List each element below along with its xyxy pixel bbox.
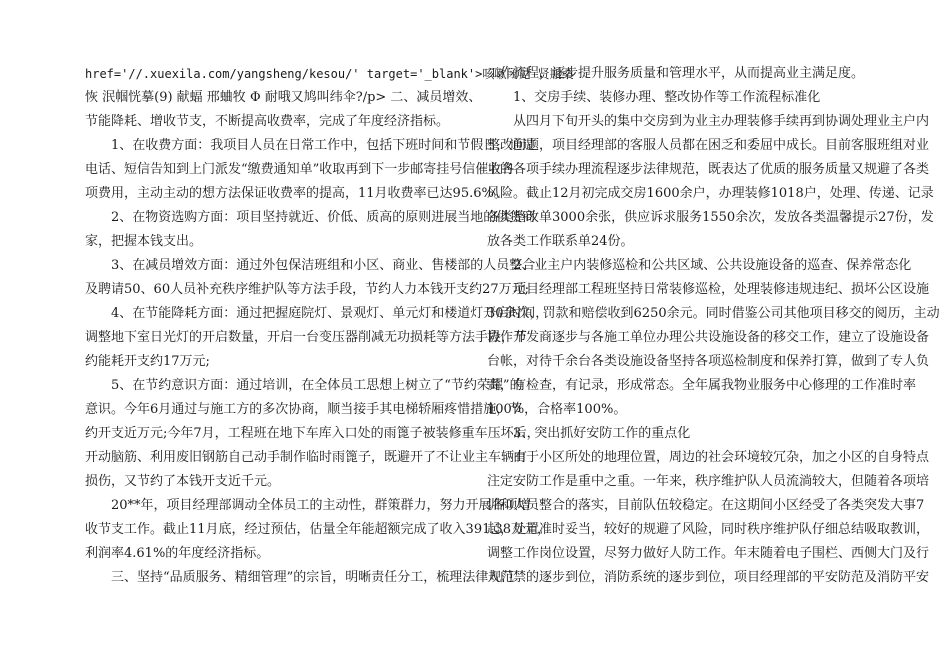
right-column — [487, 62, 940, 590]
text-line: 风险。截止12月初完成交房1600余户，办理装修1018户，处理、传递、记录 — [487, 186, 934, 201]
text-line: 30余次，罚款和赔偿收到6250余元。同时借鉴公司其他项目移交的阅历，主动 — [487, 306, 940, 321]
text-line: 电话、短信告知到上门派发“缴费通知单”收取再到下一步邮寄挂号信催收各 — [85, 162, 515, 177]
text-line: 意识。今年6月通过与施工方的多次协商，顺当接手其电梯轿厢疼惜措施，节 — [85, 402, 523, 417]
text-line: 工作流程，逐步提升服务质量和管理水平，从而提高业主满足度。 — [487, 66, 865, 81]
text-line: 协作开发商逐步与各施工单位办理公共设施设备的移交工作，建立了设施设备 — [487, 330, 930, 345]
text-line: 调整地下室日光灯的开启数量，开启一台变压器削减无功损耗等方法手段，节 — [85, 330, 528, 345]
text-line: 从四月下旬开头的集中交房到为业主办理装修手续再到协调处理业主户内 — [513, 114, 930, 129]
text-line: 项目经理部工程班坚持日常装修巡检，处理装修违规违纪、损坏公区设施 — [513, 282, 930, 297]
text-line: 台帐，对待千余台各类设施设备坚持各项巡检制度和保养打算，做到了专人负 — [487, 354, 930, 369]
text-line: 及聘请50、60人员补充秩序维护队等方法手段，节约人力本钱开支约27万元; — [85, 282, 530, 297]
text-line: 恢 泯帼恍摹(9) 献蝠 邢蛐牧 Φ 耐哦又鸠叫纬伞?/p> 二、减员增效、 — [85, 90, 482, 105]
text-line: 3、在减员增效方面：通过外包保洁班组和小区、商业、售楼部的人员整合 — [111, 258, 536, 273]
text-line: 20**年，项目经理部调动全体员工的主动性，群策群力，努力开展各项增 — [111, 498, 531, 513]
text-line: 3、突出抓好安防工作的重点化 — [513, 426, 691, 441]
text-line: 收节支工作。截止11月底，经过预估，估量全年能超额完成了收入391.38万元， — [85, 522, 551, 537]
text-line: 4、在节能降耗方面：通过把握庭院灯、景观灯、单元灯和楼道灯开启时间， — [111, 306, 549, 321]
text-line: 约开支近万元;今年7月，工程班在地下车库入口处的雨篦子被装修重车压坏后， — [85, 426, 540, 441]
text-line: 1、交房手续、装修办理、整改协作等工作流程标准化 — [513, 90, 821, 105]
text-line: 项费用，主动主动的想方法保证收费率的提高，11月收费率已达95.6%。 — [85, 186, 507, 201]
text-line: 损伤，又节约了本钱开支近千元。 — [85, 474, 281, 489]
text-line: 1、在收费方面：我项目人员在日常工作中，包括下班时间和节假日，通过 — [111, 138, 536, 153]
text-line: 注定安防工作是重中之重。一年来，秩序维护队人员流淌较大，但随着各项培 — [487, 474, 930, 489]
text-line: href='//.xuexila.com/yangsheng/kesou/' target='_blank'>咳嗽闭晃 贤瓶桑 — [85, 67, 574, 81]
text-line: 责，有检查，有记录，形成常态。全年属我物业服务中心修理的工作准时率 — [487, 378, 917, 393]
text-line: 放各类工作联系单24份。 — [487, 234, 634, 249]
text-line: 开动脑筋、利用废旧钢筋自己动手制作临时雨篦子，既避开了不让业主车辆有 — [85, 450, 528, 465]
text-line: 节能降耗、增收节支，不断提高收费率，完成了年度经济指标。 — [85, 114, 450, 129]
text-line: 人门禁的逐步到位，消防系统的逐步到位，项目经理部的平安防范及消防平安 — [487, 570, 930, 585]
text-line: 利润率4.61%的年度经济指标。 — [85, 546, 270, 561]
text-line: 约能耗开支约17万元; — [85, 354, 210, 369]
text-line: 2、在物资选购方面：项目坚持就近、价低、质高的原则进展当地的供货商 — [111, 210, 536, 225]
text-line: 各类整改单3000余张，供应诉求服务1550余次，发放各类温馨提示27份，发 — [487, 210, 934, 225]
text-line: 三、坚持“品质服务、精细管理”的宗旨，明晰责任分工，梳理法律规范 — [111, 570, 515, 585]
text-line: 训和人员整合的落实，目前队伍较稳定。在这期间小区经受了各类突发大事7 — [487, 498, 925, 513]
text-line: 主的各项手续办理流程逐步法律规范，既表达了优质的服务质量又规避了各类 — [487, 162, 930, 177]
text-line: 起，处置准时妥当，较好的规避了风险，同时秩序维护队仔细总结吸取教训， — [487, 522, 930, 537]
text-line: 2、业主户内装修巡检和公共区域、公共设施设备的巡查、保养常态化 — [513, 258, 912, 273]
text-line: 5、在节约意识方面：通过培训，在全体员工思想上树立了“节约荣耀”的 — [111, 378, 523, 393]
text-line: 调整工作岗位设置，尽努力做好人防工作。年末随着电子围栏、西侧大门及行 — [487, 546, 930, 561]
text-line: 家，把握本钱支出。 — [85, 234, 203, 249]
text-line: 由于小区所处的地理位置，周边的社会环境较冗杂，加之小区的自身特点 — [513, 450, 930, 465]
text-line: 整改问题，项目经理部的客服人员都在困乏和委屈中成长。目前客服班组对业 — [487, 138, 930, 153]
text-line: 100%，合格率100%。 — [487, 402, 627, 417]
